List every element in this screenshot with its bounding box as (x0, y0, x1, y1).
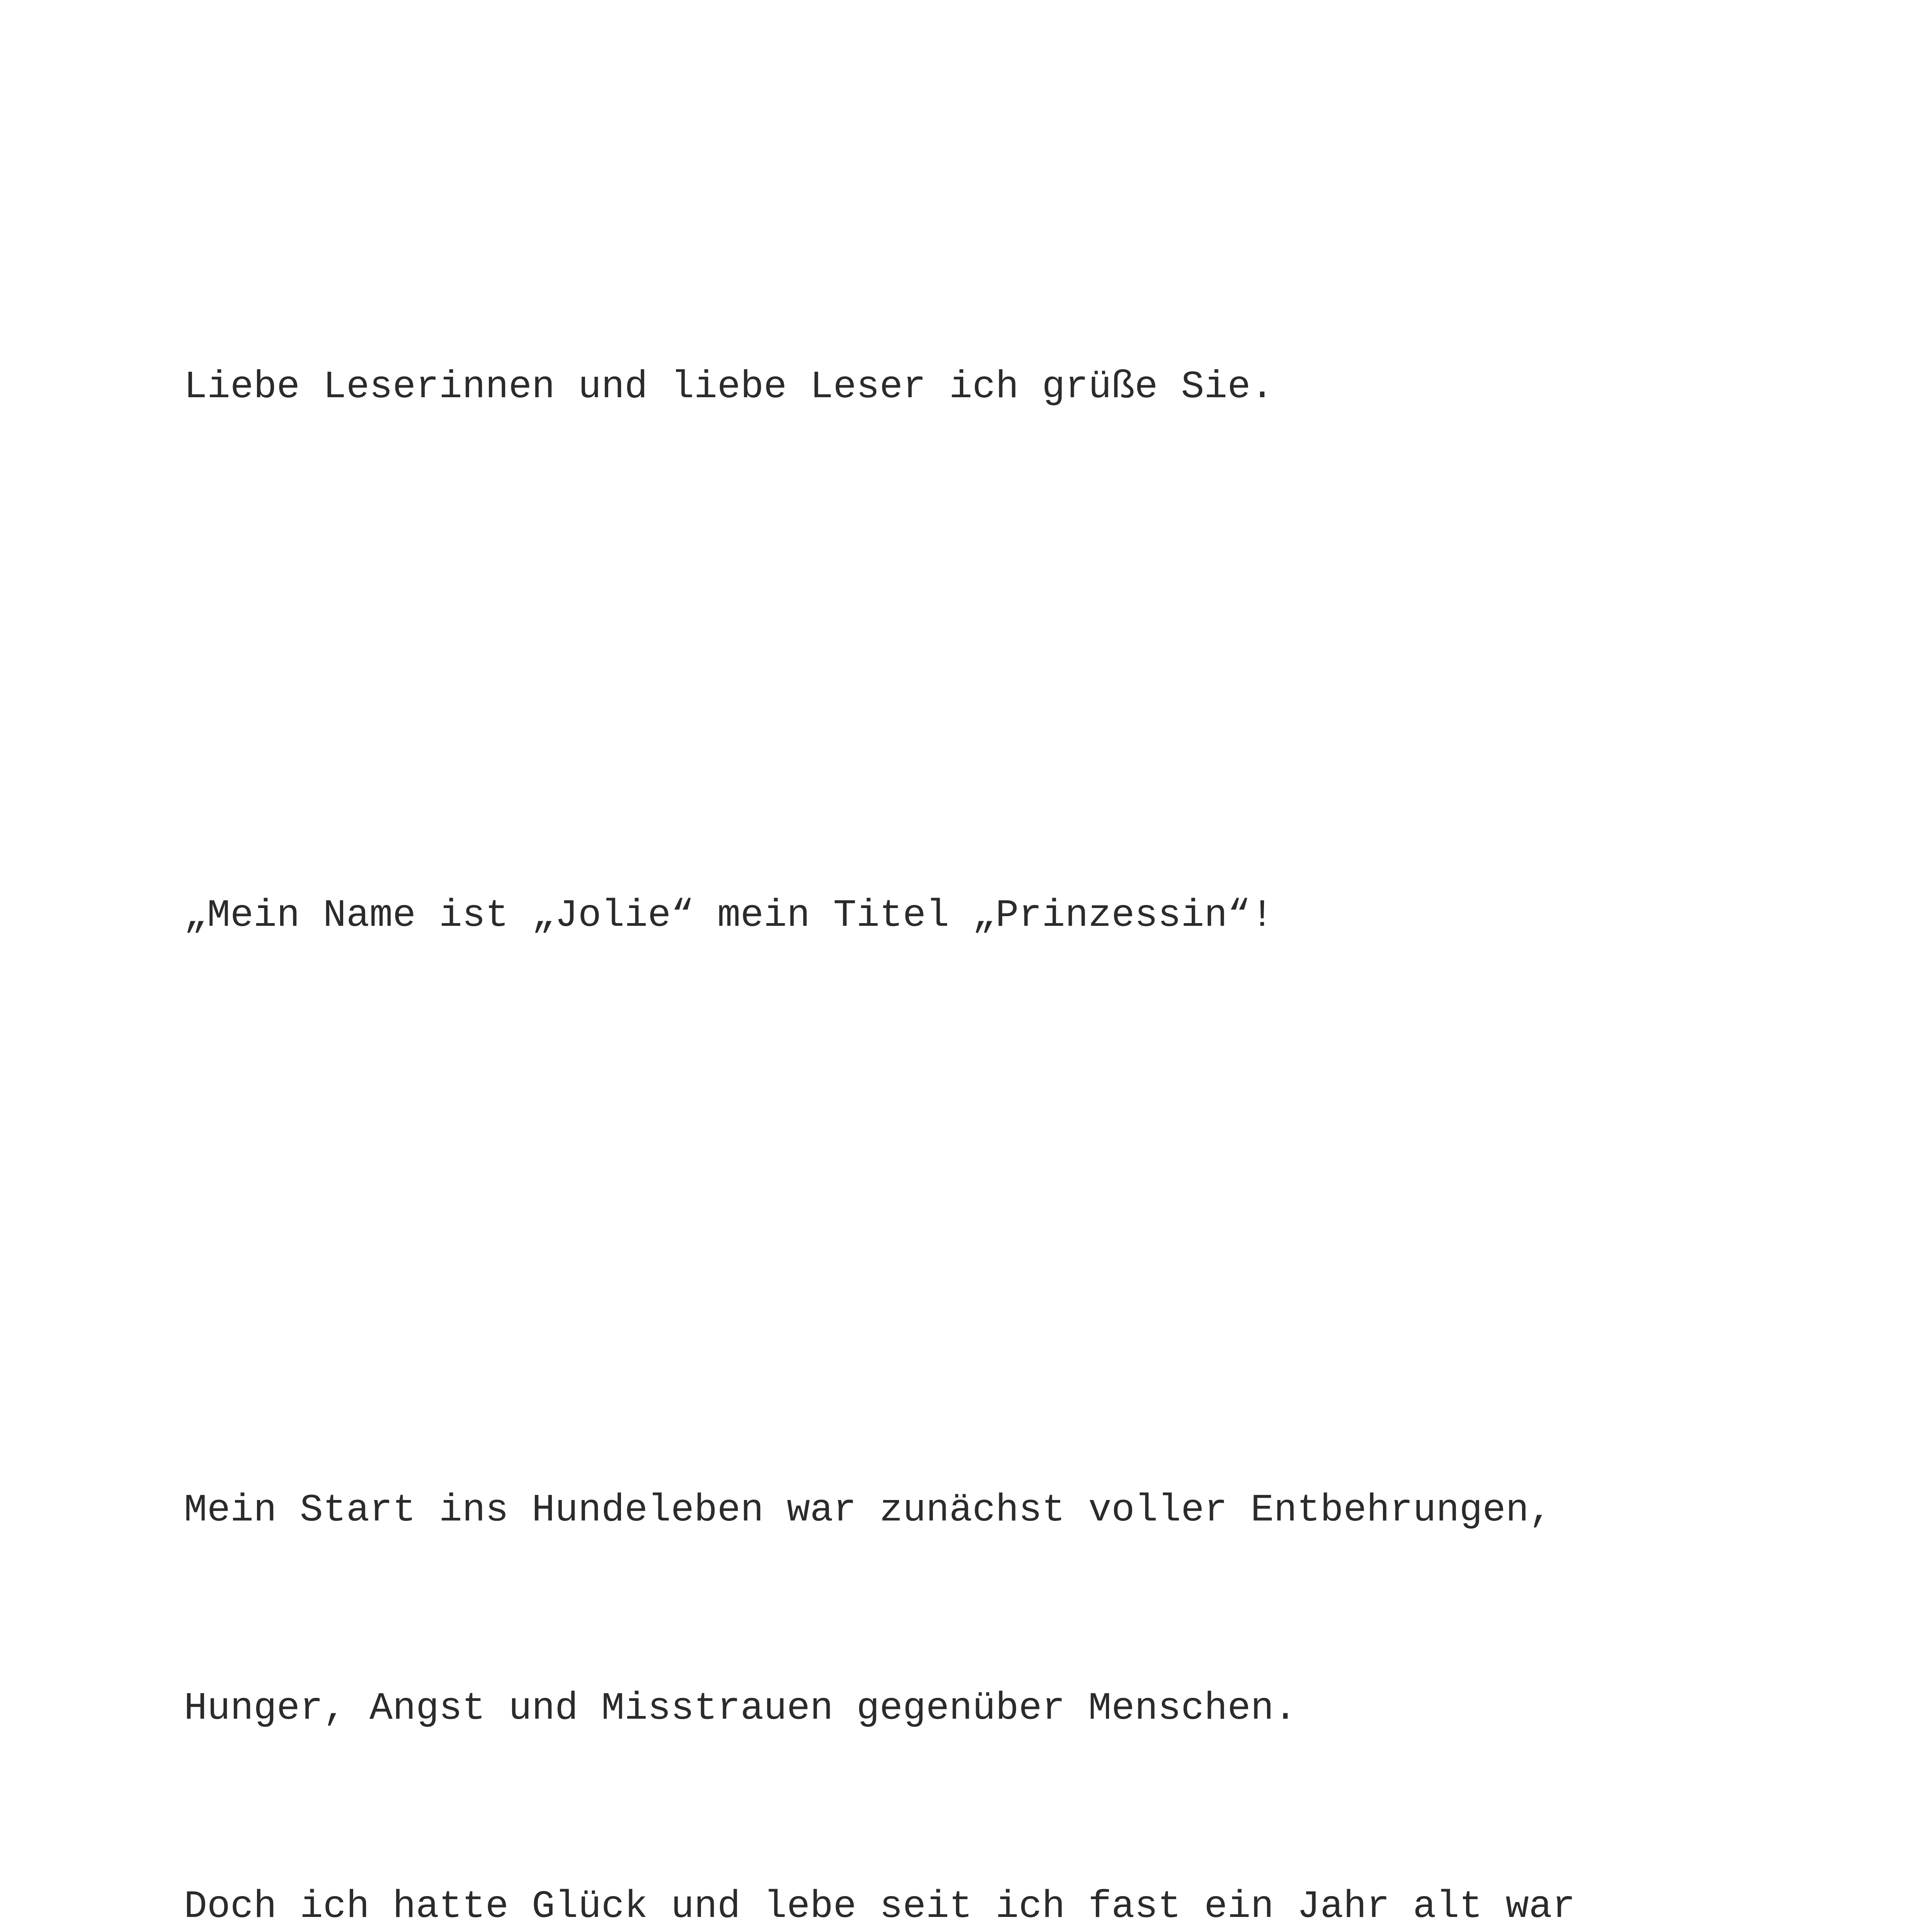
greeting-line: Liebe Leserinnen und liebe Leser ich grüße Sie. (184, 366, 1274, 409)
intro-line: „Mein Name ist „Jolie“ mein Titel „Prinzessin“! (184, 894, 1274, 938)
document-body (184, 156, 1807, 1932)
spacer (184, 553, 1807, 685)
paragraph-start (184, 1345, 1807, 1932)
spacer (184, 1081, 1807, 1147)
paragraph-line: Hunger, Angst und Misstrauen gegenüber Menschen. (184, 1687, 1297, 1731)
paragraph-line: Mein Start ins Hundeleben war zunächst voller Entbehrungen, (184, 1489, 1552, 1532)
paragraph-line: Doch ich hatte Glück und lebe seit ich fast ein Jahr alt war (184, 1885, 1575, 1929)
